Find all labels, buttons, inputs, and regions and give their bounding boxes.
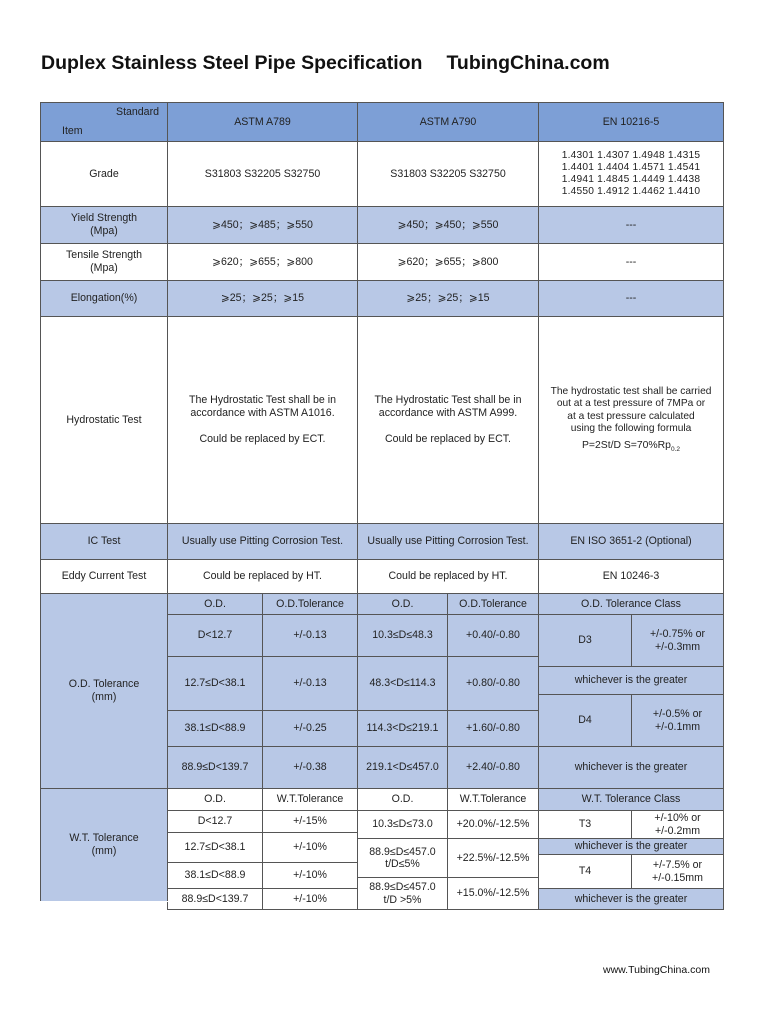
od-h-od: O.D.: [358, 594, 448, 615]
std-a789: ASTM A789: [168, 103, 358, 142]
formula-text: P=2St/D S=70%Rp: [582, 440, 671, 452]
elongation-a789: ⩾25；⩾25；⩾15: [168, 281, 358, 317]
wt-h-od: O.D.: [168, 789, 263, 811]
grade-label: Grade: [41, 142, 168, 207]
grade-en-line: 1.4401 1.4404 1.4571 1.4541: [561, 161, 701, 173]
od-a790-tol: +2.40/-0.80: [448, 747, 539, 789]
yield-label-1: Yield Strength: [70, 212, 138, 225]
hydrostatic-a789-note: Could be replaced by ECT.: [199, 432, 326, 445]
od-a789-tol: +/-0.25: [263, 711, 358, 747]
spec-table: [40, 102, 724, 910]
wt-en-note: whichever is the greater: [539, 889, 724, 910]
grade-en: [539, 142, 724, 207]
wt-a790-range-2: t/D >5%: [383, 893, 422, 906]
corner-item: Item: [62, 125, 83, 138]
elongation-a790: ⩾25；⩾25；⩾15: [358, 281, 539, 317]
od-a790-tol: +0.80/-0.80: [448, 657, 539, 711]
hydrostatic-row: [41, 317, 724, 524]
hydrostatic-formula: [541, 440, 721, 454]
formula-subscript: 0.2: [670, 446, 680, 454]
od-en-tol: [632, 695, 724, 747]
ic-en: EN ISO 3651-2 (Optional): [539, 524, 724, 560]
wt-a789-range: D<12.7: [168, 811, 263, 833]
elongation-label: Elongation(%): [41, 281, 168, 317]
wt-a790-range: [358, 878, 448, 910]
od-label-1: O.D. Tolerance: [68, 678, 140, 691]
hydrostatic-a790-text: The Hydrostatic Test shall be in accordance with ASTM A999.: [374, 394, 522, 420]
eddy-en: EN 10246-3: [539, 560, 724, 594]
title-text: Duplex Stainless Steel Pipe Specification: [41, 52, 423, 74]
wt-h-tol: W.T.Tolerance: [448, 789, 539, 811]
od-a790-tol: +0.40/-0.80: [448, 615, 539, 657]
wt-en-tol-1: +/-7.5% or: [652, 858, 703, 871]
grade-en-line: 1.4550 1.4912 1.4462 1.4410: [561, 186, 701, 198]
ic-row: [41, 524, 724, 560]
od-a789-tol: +/-0.38: [263, 747, 358, 789]
eddy-row: [41, 560, 724, 594]
wt-header-row: [41, 789, 724, 811]
wt-label-1: W.T. Tolerance: [69, 832, 139, 845]
wt-a790-range-1: 88.9≤D≤457.0: [369, 845, 436, 858]
std-a790: ASTM A790: [358, 103, 539, 142]
od-en-tol-1: +/-0.5% or: [652, 707, 703, 720]
eddy-a789: Could be replaced by HT.: [168, 560, 358, 594]
od-a789-tol: +/-0.13: [263, 615, 358, 657]
wt-en-tol-1: +/-10% or: [654, 812, 701, 824]
wt-en-tol: [632, 811, 724, 839]
yield-label: [41, 207, 168, 244]
od-a789-tol: +/-0.13: [263, 657, 358, 711]
wt-en-tol: [632, 855, 724, 889]
wt-a789-tol: +/-10%: [263, 833, 358, 863]
od-en-note: whichever is the greater: [539, 667, 724, 695]
hydrostatic-en-line: using the following formula: [570, 422, 692, 434]
std-en: EN 10216-5: [539, 103, 724, 142]
wt-a790-tol: +22.5%/-12.5%: [448, 839, 539, 878]
wt-en-class: T4: [539, 855, 632, 889]
yield-a789: ⩾450；⩾485；⩾550: [168, 207, 358, 244]
od-a790-range: 48.3<D≤114.3: [358, 657, 448, 711]
ic-a789: Usually use Pitting Corrosion Test.: [168, 524, 358, 560]
eddy-a790: Could be replaced by HT.: [358, 560, 539, 594]
wt-h-class: W.T. Tolerance Class: [539, 789, 724, 811]
wt-en-tol-2: +/-0.15mm: [652, 871, 703, 884]
od-header-row: [41, 594, 724, 615]
hydrostatic-a790: [358, 317, 539, 524]
tensile-row: [41, 244, 724, 281]
hydrostatic-a790-note: Could be replaced by ECT.: [384, 432, 512, 445]
yield-en: ---: [539, 207, 724, 244]
header-row: [41, 103, 724, 142]
wt-a789-range: 88.9≤D<139.7: [168, 889, 263, 910]
yield-label-2: (Mpa): [90, 225, 118, 237]
hydrostatic-en-line: The hydrostatic test shall be carried: [550, 386, 712, 398]
hydrostatic-a789-text: The Hydrostatic Test shall be in accordance with ASTM A1016.: [188, 394, 336, 420]
corner-cell: [41, 103, 168, 142]
od-a789-range: 38.1≤D<88.9: [168, 711, 263, 747]
tensile-label: [41, 244, 168, 281]
grade-a789: S31803 S32205 S32750: [168, 142, 358, 207]
od-a790-range: 10.3≤D≤48.3: [358, 615, 448, 657]
yield-row: [41, 207, 724, 244]
tensile-label-1: Tensile Strength: [66, 249, 142, 262]
hydrostatic-a789: [168, 317, 358, 524]
od-en-note: whichever is the greater: [539, 747, 724, 789]
od-en-tol-2: +/-0.1mm: [654, 720, 701, 733]
wt-a790-range-1: 88.9≤D≤457.0: [369, 880, 436, 893]
od-a790-tol: +1.60/-0.80: [448, 711, 539, 747]
yield-a790: ⩾450；⩾450；⩾550: [358, 207, 539, 244]
hydrostatic-label: Hydrostatic Test: [41, 317, 168, 524]
hydrostatic-en-line: out at a test pressure of 7MPa or: [556, 398, 706, 410]
wt-a790-tol: +20.0%/-12.5%: [448, 811, 539, 839]
ic-a790: Usually use Pitting Corrosion Test.: [358, 524, 539, 560]
eddy-label: Eddy Current Test: [41, 560, 168, 594]
hydrostatic-en-line: at a test pressure calculated: [567, 410, 695, 422]
od-en-tol: [632, 615, 724, 667]
od-label: [41, 594, 168, 789]
od-a789-range: 88.9≤D<139.7: [168, 747, 263, 789]
grade-a790: S31803 S32205 S32750: [358, 142, 539, 207]
wt-a789-range: 12.7≤D<38.1: [168, 833, 263, 863]
wt-a790-range-2: t/D≤5%: [385, 858, 420, 871]
od-h-od: O.D.: [168, 594, 263, 615]
grade-en-line: 1.4941 1.4845 1.4449 1.4438: [561, 174, 701, 185]
od-a790-range: 114.3<D≤219.1: [358, 711, 448, 747]
wt-h-od: O.D.: [358, 789, 448, 811]
corner-standard: Standard: [116, 106, 159, 118]
elongation-en: ---: [539, 281, 724, 317]
od-h-tol: O.D.Tolerance: [448, 594, 539, 615]
wt-en-note: whichever is the greater: [539, 839, 724, 855]
tensile-a789: ⩾620；⩾655；⩾800: [168, 244, 358, 281]
wt-a789-tol: +/-10%: [263, 863, 358, 889]
wt-label: [41, 789, 168, 902]
od-en-tol-1: +/-0.75% or: [649, 627, 706, 640]
tensile-en: ---: [539, 244, 724, 281]
grade-en-line: 1.4301 1.4307 1.4948 1.4315: [561, 149, 701, 161]
od-label-2: (mm): [91, 691, 117, 703]
od-a790-range: 219.1<D≤457.0: [358, 747, 448, 789]
wt-a789-tol: +/-10%: [263, 889, 358, 910]
od-en-class: D3: [539, 615, 632, 667]
od-en-tol-2: +/-0.3mm: [654, 640, 701, 653]
wt-a789-tol: +/-15%: [263, 811, 358, 833]
wt-a790-tol: +15.0%/-12.5%: [448, 878, 539, 910]
tensile-a790: ⩾620；⩾655；⩾800: [358, 244, 539, 281]
od-en-class: D4: [539, 695, 632, 747]
footer-url: www.TubingChina.com: [603, 964, 710, 976]
wt-label-tail: [41, 902, 168, 910]
wt-h-tol: W.T.Tolerance: [263, 789, 358, 811]
tensile-label-2: (Mpa): [90, 262, 118, 274]
od-h-class: O.D. Tolerance Class: [539, 594, 724, 615]
site-name: TubingChina.com: [446, 52, 610, 74]
wt-a789-range: 38.1≤D<88.9: [168, 863, 263, 889]
od-h-tol: O.D.Tolerance: [263, 594, 358, 615]
hydrostatic-en: [539, 317, 724, 524]
wt-en-tol-2: +/-0.2mm: [654, 824, 701, 837]
wt-a790-range: [358, 839, 448, 878]
ic-label: IC Test: [41, 524, 168, 560]
od-a789-range: 12.7≤D<38.1: [168, 657, 263, 711]
grade-row: [41, 142, 724, 207]
elongation-row: [41, 281, 724, 317]
wt-a790-range: 10.3≤D≤73.0: [358, 811, 448, 839]
wt-label-2: (mm): [91, 845, 117, 858]
page-title: [41, 52, 610, 75]
od-a789-range: D<12.7: [168, 615, 263, 657]
wt-en-class: T3: [539, 811, 632, 839]
